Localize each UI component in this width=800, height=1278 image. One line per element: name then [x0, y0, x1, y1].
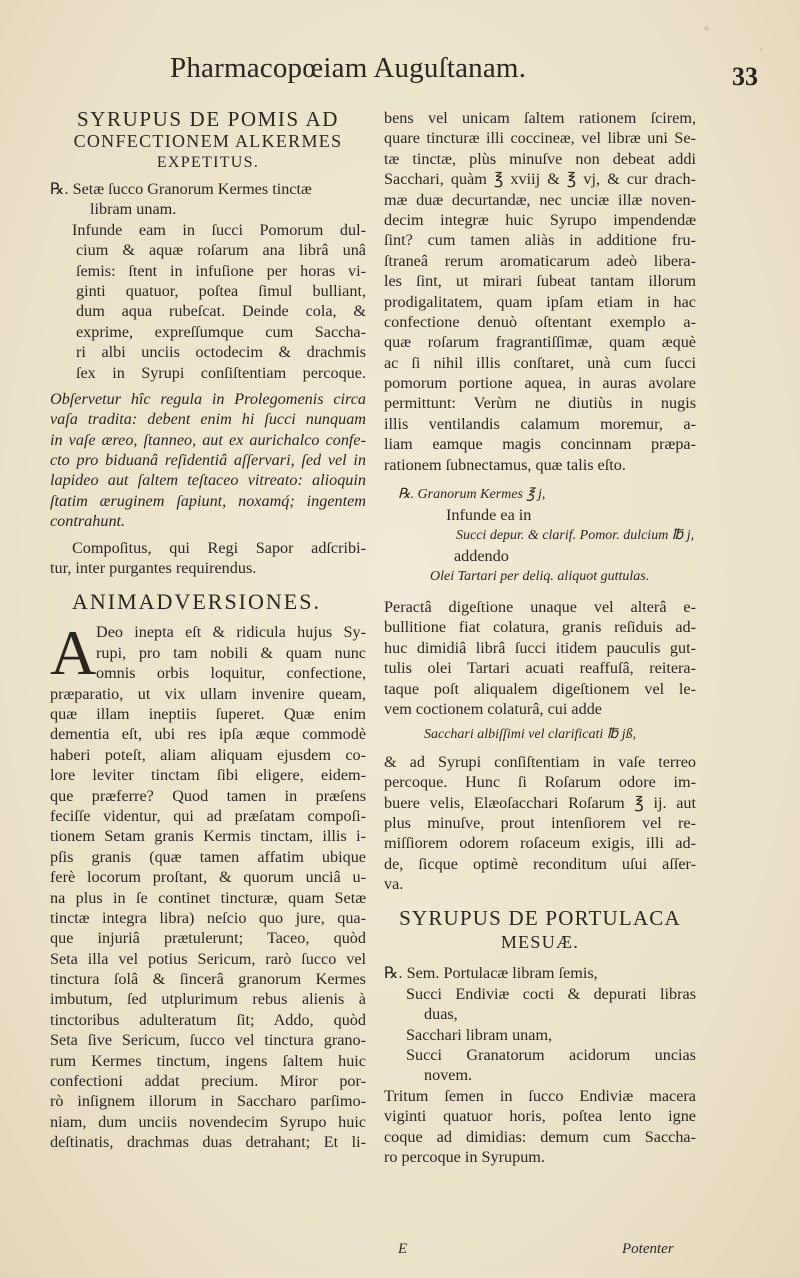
recipe-line: Infunde ea in	[446, 506, 532, 525]
recipe-line: Tritum ſemen in ſucco Endiviæ macera	[384, 1086, 696, 1105]
commentary-line: haberi poteſt, aliam aliquam ejusdem co-	[50, 745, 366, 764]
commentary-line: confectione denuò oſtentant exemplo a-	[384, 312, 696, 331]
commentary-line: pomorum portione aquea, in auras avolare	[384, 374, 696, 393]
commentary-line: Sacchari, quàm ℥ xviij & ℥ vj, & cur drach-	[384, 170, 696, 189]
cross-reference-line: tur, inter purgantes requirendus.	[50, 559, 257, 578]
recipe-line: Olei Tartari per deliq. aliquot guttulas.	[430, 568, 650, 584]
commentary-line: miſſiorem odorem roſaceum exigis, illi ad-	[384, 834, 696, 853]
commentary-line: ac ſi nihil illis conſtaret, unà cum ſucci	[384, 353, 696, 372]
commentary-line: na plus in ſe continet tincturæ, quam Setæ	[50, 888, 366, 907]
commentary-line: permittunt: Verùm ne diutiùs in nugis	[384, 394, 696, 413]
recipe-line: ℞. Sem. Portulacæ libram ſemis,	[384, 964, 598, 983]
commentary-line: ferè locorum proſtant, & quorum unciâ u-	[50, 868, 366, 887]
running-title: Pharmacopœiam Auguſtanam.	[170, 52, 527, 84]
paper-stain	[704, 26, 709, 31]
commentary-line: rò inſignem illorum in Saccharo parſimo-	[50, 1092, 366, 1111]
recipe-line: Infunde eam in ſucci Pomorum dul-	[72, 220, 366, 239]
recipe-line: ro percoque in Syrupum.	[384, 1147, 545, 1166]
section-title-line: SYRUPUS DE POMIS AD	[76, 108, 340, 131]
commentary-line: decim integræ huic Syrupo impendendæ	[384, 210, 696, 229]
recipe-line: Succi Endiviæ cocti & depurati libras	[406, 984, 696, 1003]
commentary-line: vem coctionem colaturâ, cui adde	[384, 699, 602, 718]
commentary-line: que præferre? Quod tamen in præſens	[50, 786, 366, 805]
commentary-line: liam eamque magis concinnam præpa-	[384, 435, 696, 454]
note-line: Obſervetur hîc regula in Prolegomenis circa	[50, 389, 366, 408]
note-line: lapideo aut ſaltem teſtaceo vitreato: alioquin	[50, 471, 366, 490]
commentary-line: rationem ſubnectamus, quæ talis eſto.	[384, 455, 626, 474]
recipe-line: Succi Granatorum acidorum uncias	[406, 1046, 696, 1065]
commentary-line: feciſſe videntur, qui ad præſatam compoſi-	[50, 806, 366, 825]
commentary-line: rupi, pro tam nobili & quam nunc	[96, 643, 366, 662]
section-title-line: MESUÆ.	[500, 932, 580, 953]
recipe-line: Sacchari libram unam,	[406, 1025, 553, 1044]
recipe-line: ℞. Granorum Kermes ℥ j,	[398, 487, 546, 503]
recipe-line: Succi depur. & clarif. Pomor. dulcium ℔ j,	[456, 527, 695, 543]
commentary-line: præparatio, ut vix ullam invenire queam,	[50, 684, 366, 703]
note-line: contrahunt.	[50, 512, 126, 531]
commentary-line: bens vel unicam ſaltem rationem ſcirem,	[384, 109, 696, 127]
commentary-line: quare tincturæ illi coccineæ, vel libræ uni Se-	[384, 129, 696, 148]
commentary-line: de, ſicque optimè reconditum uſui aſſer-	[384, 854, 696, 873]
recipe-line: cium & aquæ roſarum ana librâ unâ	[76, 241, 366, 260]
recipe-line: coque ad dimidias: demum cum Saccha-	[384, 1127, 696, 1146]
commentary-line: imbutum, ſed utplurimum rebus alienis à	[50, 990, 366, 1009]
recipe-line: addendo	[454, 547, 509, 566]
commentary-line: plus minuſve, prout intenſiorem vel re-	[384, 813, 696, 832]
recipe-line: viginti quatuor horis, poſtea lento igne	[384, 1107, 696, 1126]
commentary-line: taque poſt aliqualem digeſtionem vel le-	[384, 679, 696, 698]
left-column	[50, 108, 366, 1153]
catchword: Potenter	[622, 1241, 674, 1257]
commentary-line: Deo inepta eſt & ridicula hujus Sy-	[96, 623, 366, 642]
section-title-line: SYRUPUS DE PORTULACA	[399, 906, 681, 931]
commentary-line: dementia eſt, ubi res ipſa æque commodè	[50, 725, 366, 744]
recipe-line: libram unam.	[90, 200, 177, 219]
commentary-line: mæ duæ decurtandæ, nec unciæ illæ noven-	[384, 190, 696, 209]
recipe-line: ſemis: ſtent in infuſione per horas vi-	[76, 261, 366, 280]
commentary-line: va.	[384, 875, 404, 894]
section-title-line: EXPETITUS.	[156, 154, 260, 171]
commentary-line: & ad Syrupi conſiſtentiam in vaſe terreo	[384, 752, 696, 771]
commentary-line: tæ tinctæ, plùs minuſve non debeat addi	[384, 149, 696, 168]
paper-stain	[760, 48, 763, 51]
commentary-line: Seta ſive Sericum, ſucco vel tinctura grano-	[50, 1031, 366, 1050]
note-line: vaſa tradita: debent enim hi ſucci nunquam	[50, 410, 366, 429]
commentary-line: pſis granis (quæ tamen affatim ubique	[50, 847, 366, 866]
commentary-line: percoque. Hunc ſi Roſarum odore im-	[384, 773, 696, 792]
recipe-line: dum aqua rubeſcat. Deinde cola, &	[76, 302, 366, 321]
note-line: ſtatim æruginem ſapiunt, noxamq́; ingentem	[50, 491, 366, 510]
commentary-block	[50, 617, 366, 1152]
commentary-line: que injuriâ prætulerunt; Taceo, quòd	[50, 929, 366, 948]
commentary-line: illis ventilandis calamum moremur, a-	[384, 414, 696, 433]
right-column	[384, 108, 696, 1167]
commentary-line: deſtinatis, drachmas duas detrahant; Et li-	[50, 1133, 366, 1152]
cross-reference-line: Compoſitus, qui Regi Sapor adſcribi-	[72, 538, 366, 557]
page-number: 33	[732, 62, 758, 91]
recipe-line: ſex in Syrupi conſiſtentiam percoque.	[76, 363, 366, 382]
recipe-line: exprime, expreſſumque cum Saccha-	[76, 322, 366, 341]
section-title-line: CONFECTIONEM ALKERMES	[73, 131, 343, 151]
commentary-line: tinctura ſolâ & ſincerâ granorum Kermes	[50, 970, 366, 989]
commentary-line: quæ illam ineptiis ſuperet. Quæ enim	[50, 704, 366, 723]
recipe-line: Sacchari albiſſimi vel clarificati ℔ jß,	[424, 727, 637, 743]
commentary-line: rum Kermes tinctum, ingens ſaltem huic	[50, 1051, 366, 1070]
commentary-line: tionem Setam granis Kermis tinctam, illis i-	[50, 827, 366, 846]
commentary-line: Seta illa vel potius Sericum, rarò ſucco vel	[50, 949, 366, 968]
commentary-line: bullitione fiat colatura, granis reſiduis ad-	[384, 618, 696, 637]
commentary-line: Peractâ digeſtione unaque vel alterâ e-	[384, 597, 696, 616]
commentary-line: niam, dum unciis novendecim Syrupo huic	[50, 1112, 366, 1131]
commentary-line: ſtraneâ rerum aromaticarum adeò libera-	[384, 251, 696, 270]
commentary-line: lore leviter tinctam ſibi eligere, eidem-	[50, 766, 366, 785]
commentary-line: confectioni addat precium. Miror por-	[50, 1072, 366, 1091]
commentary-line: ſint? cum tamen aliàs in additione fru-	[384, 231, 696, 250]
commentary-line: quæ roſarum fragrantiſſimæ, quam æquè	[384, 333, 696, 352]
commentary-line: prodigalitatem, quam ipſam etiam in hac	[384, 292, 696, 311]
animadversiones-heading: ANIMADVERSIONES.	[72, 589, 321, 615]
note-line: cto pro biduanâ reſidentiâ aſſervari, ſed vel in	[50, 451, 366, 470]
commentary-line: tulis olei Tartari acuati reaffuſâ, reitera-	[384, 659, 696, 678]
commentary-line: les ſint, ut mirari ſubeat tantam illorum	[384, 272, 696, 291]
signature-mark: E	[398, 1241, 408, 1257]
recipe-line: novem.	[424, 1066, 473, 1085]
drop-capital: A	[50, 617, 97, 689]
recipe-line: duas,	[424, 1005, 458, 1024]
commentary-line: omnis orbis loquitur, confectione,	[96, 664, 366, 683]
note-line: in vaſe æreo, ſtanneo, aut ex aurichalco confe-	[50, 430, 366, 449]
recipe-line: ginti quatuor, poſtea ſimul bulliant,	[76, 281, 366, 300]
commentary-line: tinctoribus adulteratum ſit; Addo, quòd	[50, 1010, 366, 1029]
recipe-line: ri albi unciis octodecim & drachmis	[76, 343, 366, 362]
commentary-line: buere velis, Elæoſacchari Roſarum ℥ ij. aut	[384, 793, 696, 812]
commentary-line: tinctæ integra libra) neſcio quo jure, qua-	[50, 908, 366, 927]
commentary-line: huc dimidiâ librâ ſucci itidem pauculis gut-	[384, 638, 696, 657]
recipe-line: ℞. Setæ ſucco Granorum Kermes tinctæ	[50, 180, 312, 198]
